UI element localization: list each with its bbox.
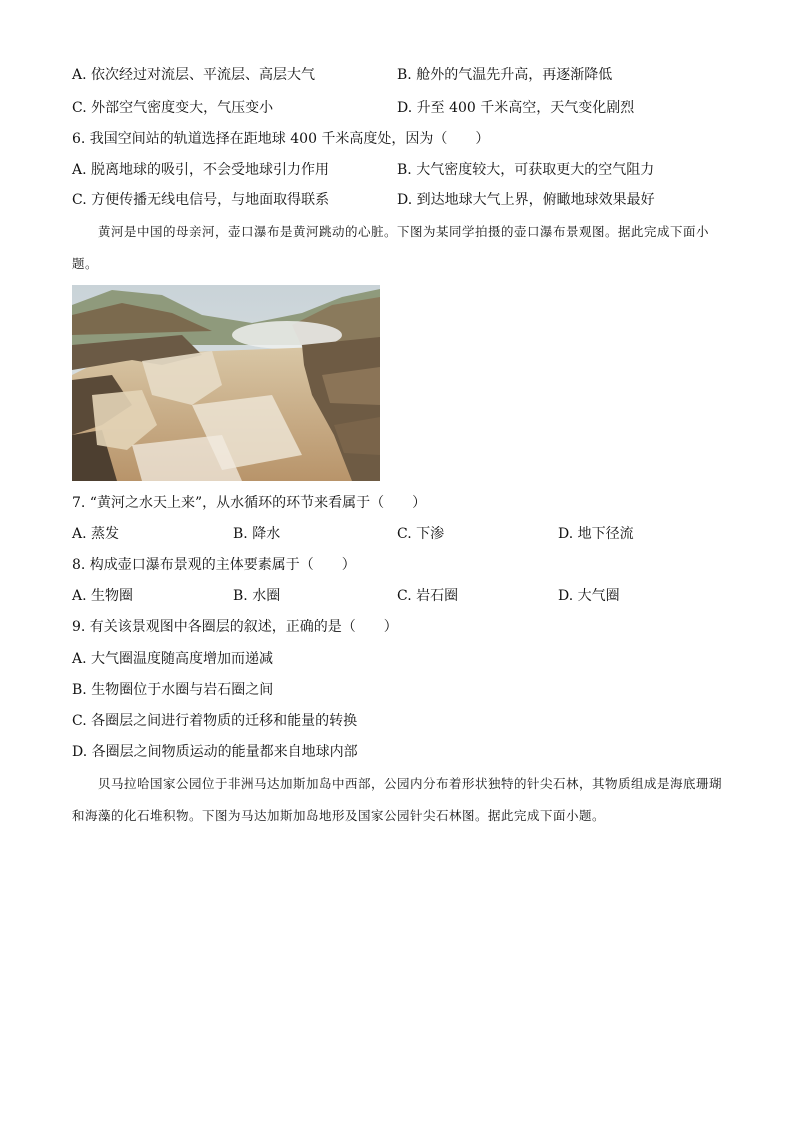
passage-bemaraha-text: 贝马拉哈国家公园位于非洲马达加斯加岛中西部，公园内分布着形状独特的针尖石林，其物质组成是海底珊瑚和海藻的化石堆积物。下图为马达加斯加岛地形及国家公园针尖石林图。据此完成下面小题。	[72, 776, 723, 823]
q5-option-c: C. 外部空气密度变大，气压变小	[72, 100, 274, 116]
q5-option-d: D. 升至 400 千米高空，天气变化剧烈	[397, 100, 635, 116]
q8-option-b: B. 水圈	[233, 588, 281, 604]
q8-option-d: D. 大气圈	[558, 588, 620, 604]
passage-hukou	[72, 216, 722, 280]
q6-stem: 6. 我国空间站的轨道选择在距地球 400 千米高度处，因为（ ）	[72, 131, 490, 147]
q7-option-b: B. 降水	[233, 526, 281, 542]
q8-option-a: A. 生物圈	[72, 588, 134, 604]
q7-option-a: A. 蒸发	[72, 526, 120, 542]
q5-option-a: A. 依次经过对流层、平流层、高层大气	[72, 67, 316, 83]
q7-option-c: C. 下渗	[397, 526, 445, 542]
q9-stem: 9. 有关该景观图中各圈层的叙述，正确的是（ ）	[72, 619, 398, 635]
q6-option-b: B. 大气密度较大，可获取更大的空气阻力	[397, 162, 655, 178]
q6-option-c: C. 方便传播无线电信号，与地面取得联系	[72, 192, 330, 208]
q9-option-c: C. 各圈层之间进行着物质的迁移和能量的转换	[72, 713, 358, 729]
q8-option-c: C. 岩石圈	[397, 588, 459, 604]
q5-option-b: B. 舱外的气温先升高，再逐渐降低	[397, 67, 613, 83]
q7-option-d: D. 地下径流	[558, 526, 634, 542]
q8-stem: 8. 构成壶口瀑布景观的主体要素属于（ ）	[72, 557, 356, 573]
q9-option-b: B. 生物圈位于水圈与岩石圈之间	[72, 682, 274, 698]
q6-option-a: A. 脱离地球的吸引，不会受地球引力作用	[72, 162, 330, 178]
q9-option-a: A. 大气圈温度随高度增加而递减	[72, 651, 274, 667]
q7-stem: 7. “黄河之水天上来”，从水循环的环节来看属于（ ）	[72, 495, 427, 511]
passage-bemaraha	[72, 768, 722, 832]
q9-option-d: D. 各圈层之间物质运动的能量都来自地球内部	[72, 744, 358, 760]
q6-option-d: D. 到达地球大气上界，俯瞰地球效果最好	[397, 192, 655, 208]
passage-hukou-text: 黄河是中国的母亲河，壶口瀑布是黄河跳动的心脏。下图为某同学拍摄的壶口瀑布景观图。据此完成下面小题。	[72, 224, 710, 271]
waterfall-photo	[72, 285, 380, 481]
